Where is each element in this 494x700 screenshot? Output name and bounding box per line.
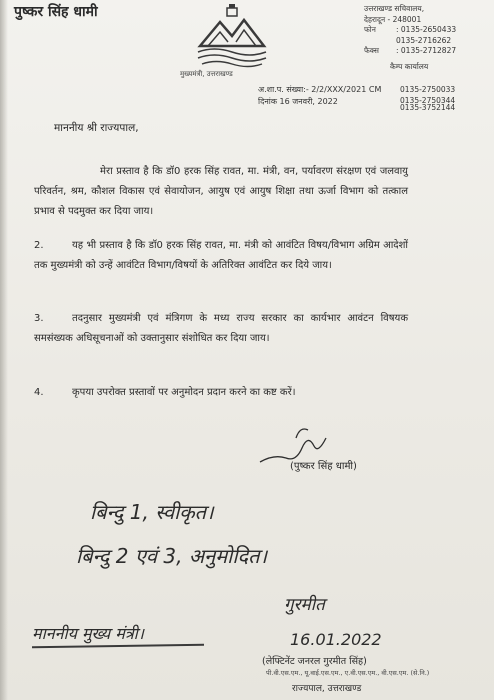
salutation: माननीय श्री राज्यपाल, (54, 122, 139, 134)
governor-name: (लेफ्टिनेंट जनरल गुरमीत सिंह) (262, 656, 367, 667)
letterhead-address (364, 4, 456, 72)
handwritten-date: 16.01.2022 (290, 630, 382, 649)
phone-row (364, 36, 456, 47)
uttarakhand-emblem-icon (192, 2, 272, 74)
letterhead-name: पुष्कर सिंह धामी (14, 4, 98, 20)
fax-label: फैक्स (364, 46, 379, 55)
phone-label: फोन (364, 25, 376, 34)
paragraph-4 (34, 383, 408, 403)
handwritten-note-1: बिन्दु 1, स्वीकृत। (90, 500, 214, 524)
address-line: उत्तराखण्ड सचिवालय, (364, 4, 425, 13)
fax-number: : 0135-2712827 (396, 46, 457, 55)
paragraph-number: 4. (34, 387, 44, 398)
handwritten-note-2: बिन्दु 2 एवं 3, अनुमोदित। (76, 544, 268, 568)
reference-number: अ.शा.प. संख्या:- 2/2/XXX/2021 CM (258, 85, 382, 94)
reference-date: दिनांक 16 जनवरी, 2022 (258, 97, 338, 106)
address-line: देहरादून - 248001 (364, 14, 422, 24)
fax-row (364, 46, 456, 57)
paragraph-2 (34, 236, 408, 276)
paragraph-number: 3. (34, 313, 44, 324)
phone-row (364, 25, 456, 36)
paragraph-number: 2. (34, 240, 44, 251)
camp-phone: 0135-3752144 (400, 103, 456, 112)
signer-name: (पुष्कर सिंह धामी) (290, 461, 357, 472)
paragraph-3 (34, 309, 408, 349)
camp-phone: 0135-2750344 (400, 96, 456, 105)
addressee-underline (32, 644, 204, 648)
phone-number: 0135-2716262 (396, 35, 452, 45)
emblem-caption: मुख्यमंत्री, उत्तराखण्ड (180, 70, 233, 78)
governor-designation: राज्यपाल, उत्तराखण्ड (292, 684, 362, 694)
governor-signature: गुरमीत (284, 595, 325, 615)
camp-phone: 0135-2750033 (400, 85, 456, 94)
paragraph-text: कृपया उपरोक्त प्रस्तावों पर अनुमोदन प्रदान करने का कष्ट करें। (72, 387, 296, 398)
paragraph-text: तदनुसार मुख्यमंत्री एवं मंत्रिगण के मध्य राज्य सरकार का कार्यभार आवंटन विषयक समसंख्यक अधिसूचनाओं को उक्तानुसार संशोधित कर दिया जाय। (34, 313, 408, 344)
governor-decorations: पी.वी.एस.एम., यू.वाई.एस.एम., ए.वी.एस.एम., वी.एस.एम. (से.नि.) (266, 669, 430, 677)
page-edge-shadow (0, 0, 8, 700)
handwritten-addressee: माननीय मुख्य मंत्री। (32, 624, 144, 643)
paragraph-1: मेरा प्रस्ताव है कि डॉ0 हरक सिंह रावत, मा. मंत्री, वन, पर्यावरण संरक्षण एवं जलवायु परिवर्तन, श्रम, कौशल विकास एवं सेवायोजन, आयुष एवं आयुष शिक्षा तथा ऊर्जा विभाग को तत्काल प्रभाव से पदमुक्त कर दिया जाय। (34, 166, 408, 217)
reference-block (258, 84, 456, 112)
camp-office: कैम्प कार्यालय (390, 61, 429, 71)
paragraph-text: यह भी प्रस्ताव है कि डॉ0 हरक सिंह रावत, मा. मंत्री को आवंटित विषय/विभाग अग्रिम आदेशों तक मुख्यमंत्री को उन्हें आवंटित विभाग/विषयों के अतिरिक्त आवंटित कर दिये जाय। (34, 240, 408, 271)
phone-number: : 0135-2650433 (396, 25, 457, 34)
